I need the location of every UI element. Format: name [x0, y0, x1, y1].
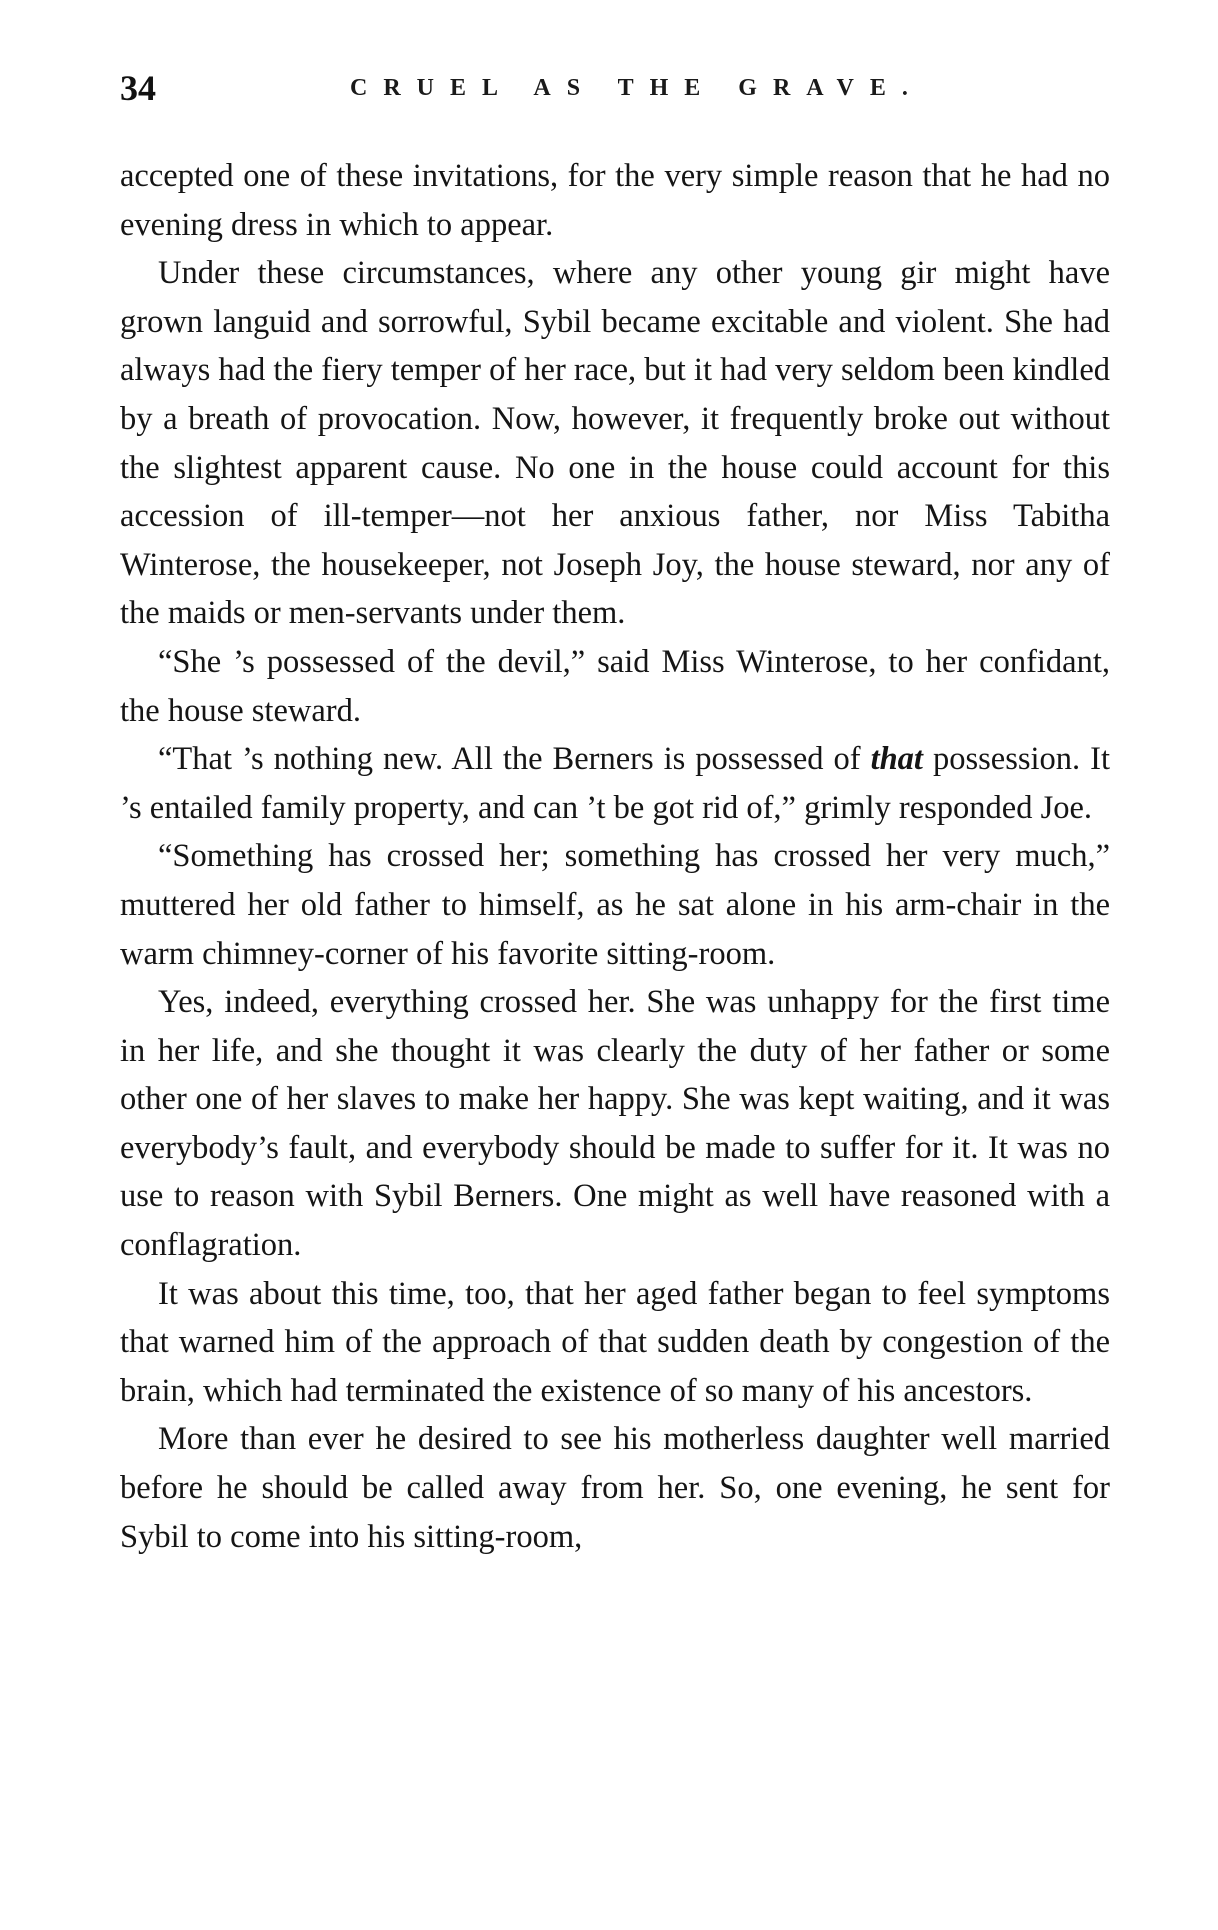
paragraph-everything-crossed: Yes, indeed, everything crossed her. She was unhappy for the first time in her life, and she thought it was clearly the duty of her father or some other one of her slaves to make her happy. She was kept waiting, and it was everybody’s fault, and everybody should be made to suffer for it. It was no use to reason with Sybil Berners. One might as well have reasoned with a conflagration. — [120, 984, 1110, 1264]
emphasized-word: that — [870, 741, 923, 778]
paragraph-winterose-quote: “She ’s possessed of the devil,” said Miss Winterose, to her confidant, the house steward. — [120, 643, 1110, 729]
page-number: 34 — [120, 68, 156, 108]
paragraph-sybil-temper: Under these circumstances, where any other young gir might have grown languid and sorrowful, Sybil became excitable and violent. She had always had the fiery temper of her race, but it had very seldom been kindled by a breath of provocation. Now, however, it frequently broke out without the slightest apparent cause. No one in the house could account for this accession of ill-temper—not her anxious father, nor Miss Tabitha Winterose, the housekeeper, not Joseph Joy, the house steward, nor any of the maids or men-servants under them. — [120, 255, 1110, 632]
paragraph-father-muttering: “Something has crossed her; something has crossed her very much,” muttered her old father to himself, as he sat alone in his arm-chair in the warm chimney-corner of his favorite sitting-room. — [120, 838, 1110, 972]
joe-reply-text-end: possession. It ’s entailed family property, and can ’t be got rid of,” grimly responded Joe. — [120, 741, 1110, 826]
joe-reply-text-start: “That ’s nothing new. All the Berners is possessed of — [158, 741, 871, 778]
paragraph-joe-reply — [120, 735, 1110, 832]
body-text — [120, 152, 1110, 1561]
running-title: CRUEL AS THE GRAVE. — [350, 75, 924, 101]
book-page — [120, 50, 1110, 1890]
paragraph-more-than-ever: More than ever he desired to see his motherless daughter well married before he should be called away from her. So, one evening, he sent for Sybil to come into his sitting-room, — [120, 1421, 1110, 1555]
running-head — [120, 60, 1110, 120]
paragraph-father-symptoms: It was about this time, too, that her aged father began to feel symptoms that warned him of the approach of that sudden death by congestion of the brain, which had terminated the existence of so many of his ancestors. — [120, 1275, 1110, 1409]
paragraph-continued: accepted one of these invitations, for the very simple reason that he had no evening dress in which to appear. — [120, 158, 1110, 243]
